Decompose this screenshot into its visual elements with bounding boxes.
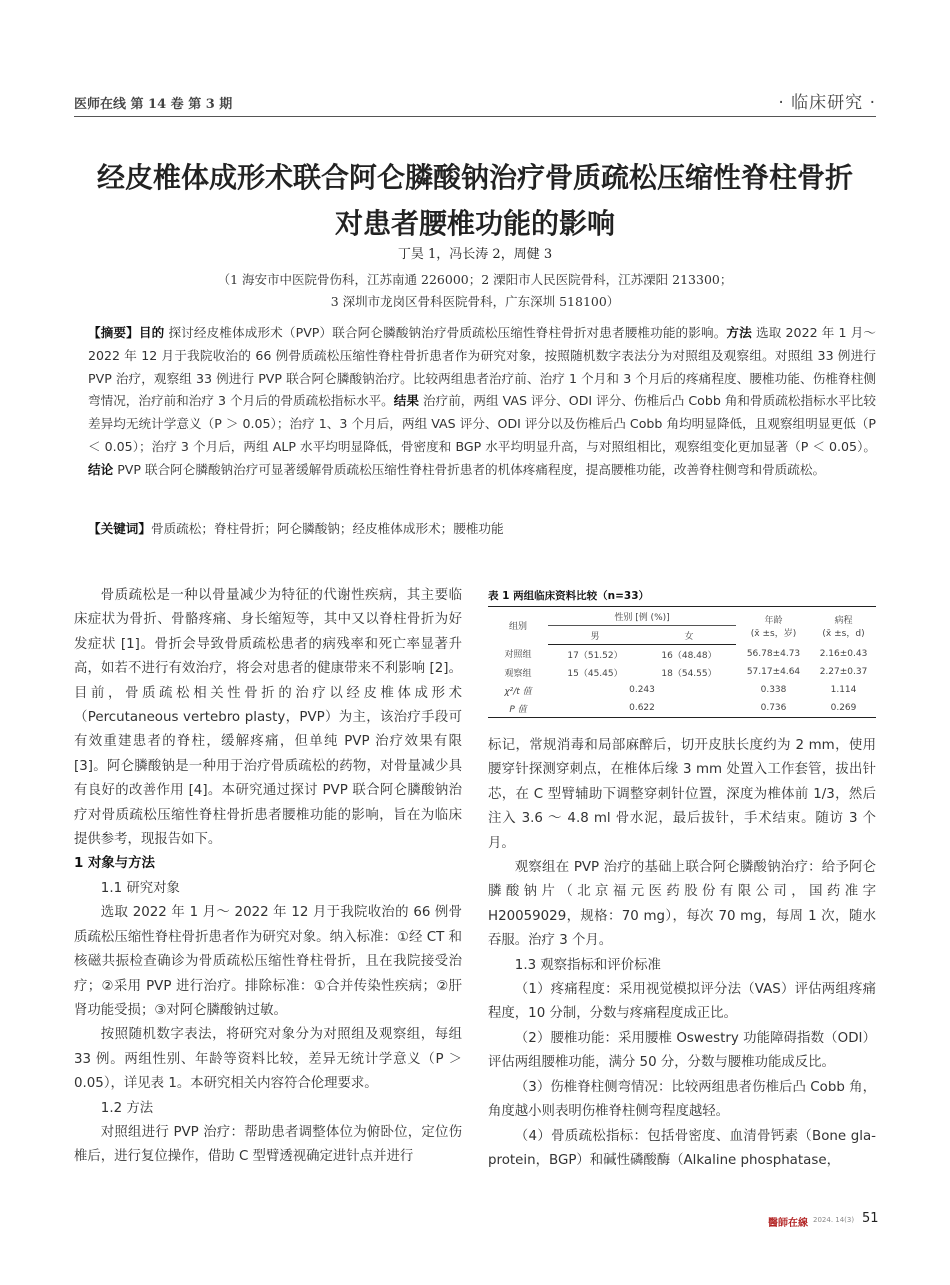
cell-course: 2.27±0.37 — [819, 667, 868, 677]
title-line-1: 经皮椎体成形术联合阿仑膦酸钠治疗骨质疏松压缩性脊柱骨折 — [96, 161, 853, 194]
cell-group: 观察组 — [504, 668, 532, 679]
cell-age: 57.17±4.64 — [746, 667, 801, 677]
header-group: 组别 — [488, 607, 548, 645]
header-female: 女 — [642, 626, 736, 645]
cell-group: 对照组 — [504, 650, 532, 661]
paragraph: （3）伤椎脊柱侧弯情况：比较两组患者伤椎后凸 Cobb 角，角度越小则表明伤椎脊柱侧弯程度越轻。 — [488, 1079, 876, 1120]
cell-course: 1.114 — [830, 685, 857, 695]
conclusion-text: PVP 联合阿仑膦酸钠治疗可显著缓解骨质疏松压缩性脊柱骨折患者的机体疼痛程度，提高腰椎功能，改善脊柱侧弯和骨质疏松。 — [113, 461, 826, 477]
table-row — [488, 699, 876, 718]
keywords-label: 【关键词】 — [88, 521, 151, 536]
affiliation-line-2: 3 深圳市龙岗区骨科医院骨科，广东深圳 518100） — [330, 294, 620, 309]
paragraph: 标记，常规消毒和局部麻醉后，切开皮肤长度约为 2 mm，使用腰穿针探测穿刺点，在椎体后缘 3 mm 处置入工作套管，拔出针芯，在 C 型臂辅助下调整穿刺针位置，深度为椎体前 1/3，然后注入 3.6 ～ 4.8 ml 骨水泥，最后拔针，手术结束。随访 3 个月。 — [488, 738, 876, 851]
results-text: 治疗前，两组 VAS 评分、ODI 评分、伤椎后凸 Cobb 角和骨质疏松指标水平比较差异均无统计学意义（P ＞ 0.05）；治疗 1、3 个月后，两组 VAS 评分、ODI 评分以及伤椎后凸 Cobb 角均明显降低，且观察组明显更低（P ＜ 0.05）；治疗 3 个月后，两组 ALP 水平均明显降低，骨密度和 BGP 水平均明显升高，与对照组相比，观察组变化更加显著（P ＜ 0.05）。 — [88, 393, 876, 454]
cell-age: 56.78±4.73 — [746, 648, 801, 659]
methods-label: 方法 — [726, 325, 752, 340]
objective-label: 目的 — [138, 325, 165, 340]
clinical-data-table — [488, 606, 876, 718]
page-number: 51 — [862, 1211, 879, 1226]
journal-header: 医师在线 第 14 卷 第 3 期 — [74, 97, 233, 112]
header-male: 男 — [548, 626, 642, 645]
intro-paragraph: 骨质疏松是一种以骨量减少为特征的代谢性疾病，其主要临床症状为骨折、骨骼疼痛、身长缩短等，其中又以脊柱骨折为好发症状 [1]。骨折会导致骨质疏松患者的病残率和死亡率显著升高，如若不进行有效治疗，将会对患者的健康带来不利影响 [2]。目前，骨质疏松相关性骨折的治疗以经皮椎体成形术（Percutaneous vertebro plasty，PVP）为主，该治疗手段可有效重建患者的脊柱，缓解疼痛，但单纯 PVP 治疗效果有限 [3]。阿仑膦酸钠是一种用于治疗骨质疏松的药物，对骨量减少具有良好的改善作用 [4]。本研究通过探讨 PVP 联合阿仑膦酸钠治疗对骨质疏松压缩性脊柱骨折患者腰椎功能的影响，旨在为临床提供参考，现报告如下。 — [74, 588, 462, 848]
cell-age: 0.736 — [736, 699, 811, 718]
paragraph: （2）腰椎功能：采用腰椎 Oswestry 功能障碍指数（ODI）评估两组腰椎功能，满分 50 分，分数与腰椎功能成反比。 — [488, 1030, 876, 1071]
cell-sex: 0.622 — [548, 699, 736, 718]
objective-text: 探讨经皮椎体成形术（PVP）联合阿仑膦酸钠治疗骨质疏松压缩性脊柱骨折对患者腰椎功能的影响。 — [164, 325, 727, 340]
paragraph: （4）骨质疏松指标：包括骨密度、血清骨钙素（Bone gla-protein，BGP）和碱性磷酸酶（Alkaline phosphatase， — [488, 1128, 876, 1168]
paragraph: 观察组在 PVP 治疗的基础上联合阿仑膦酸钠治疗：给予阿仑膦酸钠片（北京福元医药股份有限公司，国药准字 H20059029，规格：70 mg），每次 70 mg，每周 1 次，随水吞服。治疗 3 个月。 — [488, 860, 876, 949]
cell-stat-label: P 值 — [488, 699, 548, 718]
cell-age: 0.338 — [760, 685, 787, 695]
header-divider — [74, 116, 876, 117]
paragraph: 按照随机数字表法，将研究对象分为对照组及观察组，每组 33 例。两组性别、年龄等资料比较，差异无统计学意义（P ＞ 0.05），详见表 1。本研究相关内容符合伦理要求。 — [74, 1027, 462, 1092]
cell-course: 2.16±0.43 — [819, 648, 868, 659]
cell-sex: 0.243 — [629, 685, 655, 695]
keywords-text: 骨质疏松；脊柱骨折；阿仑膦酸钠；经皮椎体成形术；腰椎功能 — [150, 521, 504, 536]
affiliation-line-1: （1 海安市中医院骨伤科，江苏南通 226000；2 溧阳市人民医院骨科，江苏溧阳 213300； — [217, 272, 733, 287]
paragraph: 选取 2022 年 1 月～ 2022 年 12 月于我院收治的 66 例骨质疏松压缩性脊柱骨折患者作为研究对象。纳入标准：①经 CT 和核磁共振检查确诊为骨质疏松压缩性脊柱骨折，且在我院接受治疗；②采用 PVP 进行治疗。排除标准：①合并传染性疾病；②肝肾功能受损；③对阿仑膦酸钠过敏。 — [74, 905, 462, 1018]
journal-logo: 醫師在線 — [768, 1218, 808, 1229]
abstract-label: 【摘要】 — [88, 325, 139, 340]
subsection-heading-1-1: 1.1 研究对象 — [100, 880, 180, 896]
abstract — [88, 322, 876, 482]
paragraph: （1）疼痛程度：采用视觉模拟评分法（VAS）评估两组疼痛程度，10 分制，分数与疼痛程度成正比。 — [488, 982, 876, 1022]
table-row — [488, 645, 876, 664]
keywords — [88, 518, 876, 537]
footer-issue: 2024. 14(3) — [813, 1216, 855, 1224]
cell-course: 0.269 — [811, 699, 876, 718]
paragraph: 对照组进行 PVP 治疗：帮助患者调整体位为俯卧位，定位伤椎后，进行复位操作，借助 C 型臂透视确定进针点并进行 — [74, 1124, 462, 1165]
cell-female: 16（48.48） — [661, 650, 717, 661]
cell-female: 18（54.55） — [661, 668, 717, 679]
right-column — [488, 734, 876, 1173]
cell-male: 15（45.45） — [567, 668, 623, 679]
title-line-2: 对患者腰椎功能的影响 — [334, 207, 615, 240]
subsection-heading-1-3: 1.3 观察指标和评价标准 — [514, 957, 661, 973]
conclusion-label: 结论 — [88, 461, 114, 477]
header-course: 病程 (x̄ ±s，d) — [811, 607, 876, 645]
authors: 丁昊 1，冯长涛 2，周健 3 — [397, 247, 553, 262]
table-caption: 表 1 两组临床资料比较（n=33） — [488, 590, 650, 602]
methods-text: 选取 2022 年 1 月～ 2022 年 12 月于我院收治的 66 例骨质疏松压缩性脊柱骨折患者作为研究对象，按照随机数字表法分为对照组及观察组。对照组 33 例进行 PVP 治疗，观察组 33 例进行 PVP 联合阿仑膦酸钠治疗。比较两组患者治疗前、治疗 1 个月和 3 个月后的疼痛程度、腰椎功能、伤椎脊柱侧弯情况，治疗前和治疗 3 个月后的骨质疏松指标水平。 — [88, 325, 877, 409]
table-row — [488, 681, 876, 699]
subsection-heading-1-2: 1.2 方法 — [100, 1100, 154, 1116]
article-title — [60, 155, 890, 247]
left-column — [74, 584, 462, 1170]
cell-male: 17（51.52） — [567, 650, 623, 661]
results-label: 结果 — [393, 393, 419, 409]
table-row — [488, 663, 876, 681]
section-label: · 临床研究 · — [778, 93, 876, 113]
section-heading-1: 1 对象与方法 — [74, 856, 155, 872]
header-sex: 性别 [例 (%)] — [548, 607, 736, 626]
cell-stat-label: χ²/t 值 — [504, 686, 532, 697]
header-age: 年龄 (x̄ ±s，岁) — [736, 607, 811, 645]
